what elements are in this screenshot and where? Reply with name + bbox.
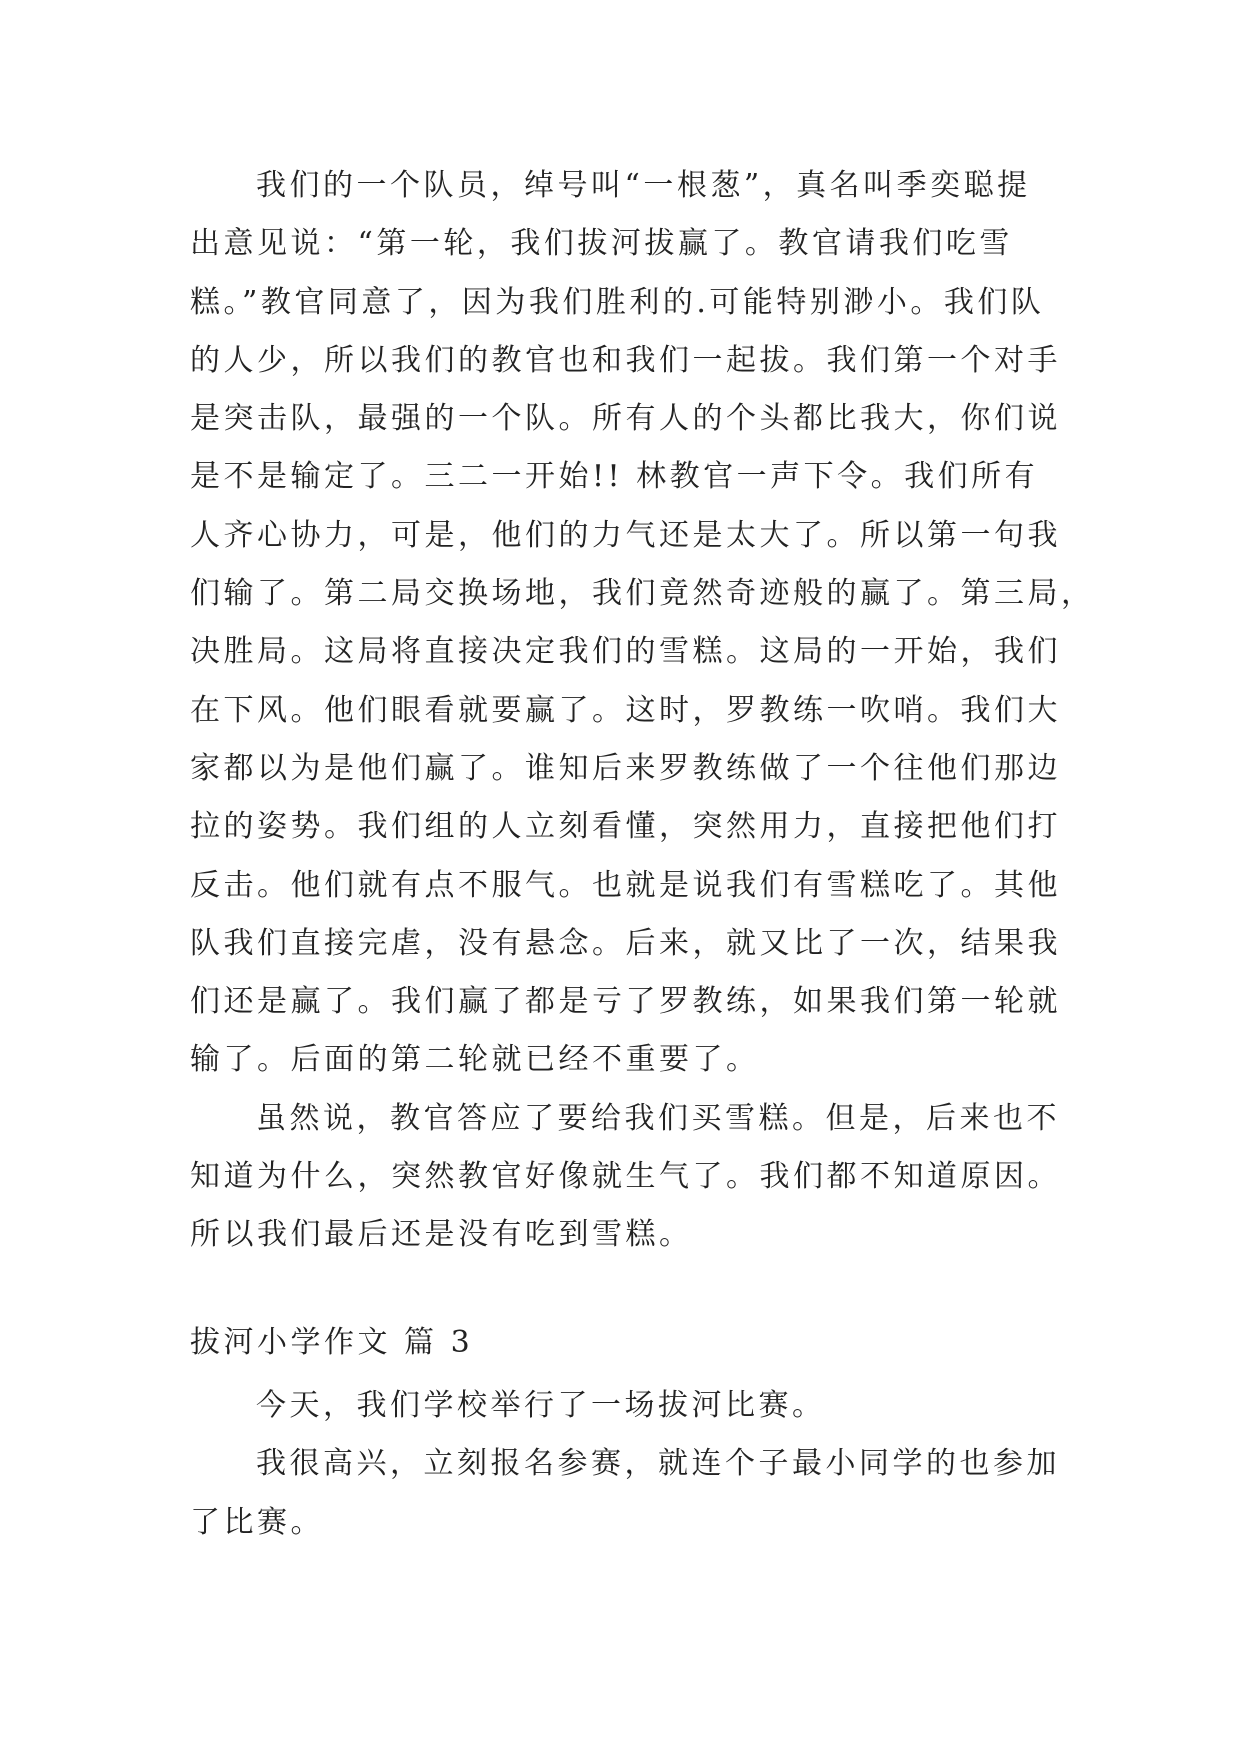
text-line: 糕。”教官同意了，因为我们胜利的.可能特别渺小。我们队 <box>190 284 1045 320</box>
paragraph-4 <box>190 1435 1070 1552</box>
section-heading-block <box>190 1314 1070 1372</box>
text-line: 家都以为是他们赢了。谁知后来罗教练做了一个往他们那边 <box>190 750 1061 786</box>
text-line: 决胜局。这局将直接决定我们的雪糕。这局的一开始，我们 <box>190 634 1061 670</box>
text-line: 所以我们最后还是没有吃到雪糕。 <box>190 1217 693 1253</box>
paragraph-2 <box>190 1090 1070 1265</box>
text-line: 出意见说：“第一轮，我们拔河拔赢了。教官请我们吃雪 <box>190 226 1013 262</box>
text-line: 我们的一个队员，绰号叫“一根葱”，真名叫季奕聪提 <box>256 168 1031 203</box>
text-line: 是不是输定了。三二一开始!! 林教官一声下令。我们所有 <box>190 459 1039 495</box>
text-line: 虽然说，教官答应了要给我们买雪糕。但是，后来也不 <box>256 1100 1060 1136</box>
text-line: 的人少，所以我们的教官也和我们一起拔。我们第一个对手 <box>190 342 1061 378</box>
text-line: 反击。他们就有点不服气。也就是说我们有雪糕吃了。其他 <box>190 867 1061 903</box>
text-line: 人齐心协力，可是，他们的力气还是太大了。所以第一句我 <box>190 517 1061 553</box>
text-line: 输了。后面的第二轮就已经不重要了。 <box>190 1042 760 1078</box>
section-heading: 拔河小学作文 篇 3 <box>190 1325 474 1360</box>
paragraph-1 <box>190 157 1095 1090</box>
text-line: 队我们直接完虐，没有悬念。后来，就又比了一次，结果我 <box>190 925 1061 961</box>
essay-body-part-1 <box>190 157 1095 1265</box>
paragraph-3 <box>190 1377 1070 1435</box>
essay-body-part-2 <box>190 1377 1070 1552</box>
text-line: 拉的姿势。我们组的人立刻看懂，突然用力，直接把他们打 <box>190 809 1061 845</box>
text-line: 知道为什么，突然教官好像就生气了。我们都不知道原因。 <box>190 1159 1061 1195</box>
text-line: 们输了。第二局交换场地，我们竟然奇迹般的赢了。第三局， <box>190 576 1095 612</box>
text-line: 今天，我们学校举行了一场拔河比赛。 <box>256 1388 826 1423</box>
text-line: 我很高兴，立刻报名参赛，就连个子最小同学的也参加 <box>256 1446 1060 1482</box>
text-line: 了比赛。 <box>190 1504 324 1540</box>
text-line: 是突击队，最强的一个队。所有人的个头都比我大，你们说 <box>190 401 1061 437</box>
text-line: 在下风。他们眼看就要赢了。这时，罗教练一吹哨。我们大 <box>190 692 1061 728</box>
text-line: 们还是赢了。我们赢了都是亏了罗教练，如果我们第一轮就 <box>190 984 1061 1020</box>
